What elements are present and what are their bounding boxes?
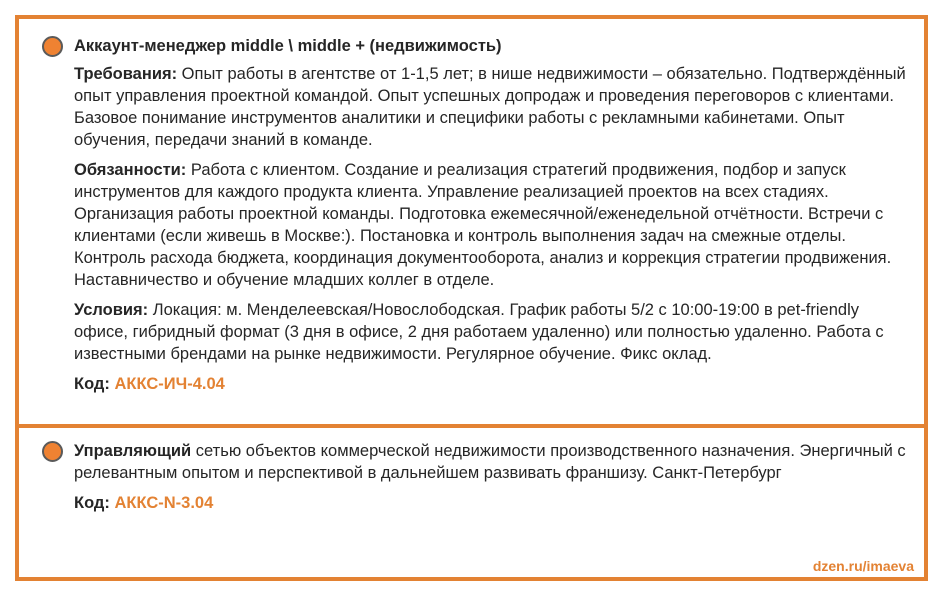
requirements-label: Требования: xyxy=(74,65,178,83)
vacancy-2-text: сетью объектов коммерческой недвижимости производственного назначения. Энергичный с релевантным опытом и перспективой в дальнейшем развивать франшизу. Санкт-Петербург xyxy=(74,442,906,482)
vacancy-1-conditions xyxy=(74,299,914,365)
vacancy-2-description xyxy=(74,440,914,484)
bullet-icon xyxy=(42,36,63,57)
vacancy-2-title: Управляющий xyxy=(74,442,192,460)
vacancy-2-code xyxy=(74,492,914,514)
code-label: Код: xyxy=(74,375,110,393)
section-divider xyxy=(15,424,928,428)
vacancy-1 xyxy=(74,35,914,403)
vacancy-2 xyxy=(74,440,914,522)
code-value: АККС-ИЧ-4.04 xyxy=(109,375,225,393)
vacancy-1-code xyxy=(74,373,914,395)
vacancy-1-requirements xyxy=(74,63,914,151)
code-value: АККС-N-3.04 xyxy=(109,494,214,512)
vacancy-1-duties xyxy=(74,159,914,291)
bullet-icon xyxy=(42,441,63,462)
vacancy-1-title: Аккаунт-менеджер middle \ middle + (недвижимость) xyxy=(74,37,502,55)
requirements-text: Опыт работы в агентстве от 1-1,5 лет; в нише недвижимости – обязательно. Подтверждённый опыт управления проектной командой. Опыт успешных допродаж и проведения переговоров с клиентами. Базовое понимание инструментов аналитики и специфики работы с рекламными кабинетами. Опыт обучения, передачи знаний в команде. xyxy=(74,65,906,149)
source-link[interactable]: dzen.ru/imaeva xyxy=(812,558,914,574)
conditions-label: Условия: xyxy=(74,301,149,319)
duties-text: Работа с клиентом. Создание и реализация стратегий продвижения, подбор и запуск инструментов для каждого продукта клиента. Управление реализацией проектов на всех стадиях. Организация работы проектной команды. Подготовка ежемесячной/еженедельной отчётности. Встречи с клиентами (если живешь в Москве:). Постановка и контроль выполнения задач на смежные отделы. Контроль расхода бюджета, координация документооборота, анализ и коррекция стратегии продвижения. Наставничество и обучение младших коллег в отделе. xyxy=(74,161,892,289)
duties-label: Обязанности: xyxy=(74,161,187,179)
conditions-text: Локация: м. Менделеевская/Новослободская. График работы 5/2 с 10:00-19:00 в pet-friendly офисе, гибридный формат (3 дня в офисе, 2 дня работаем удаленно) или полностью удаленно. Работа с известными брендами на рынке недвижимости. Регулярное обучение. Фикс оклад. xyxy=(74,301,884,363)
code-label: Код: xyxy=(74,494,110,512)
